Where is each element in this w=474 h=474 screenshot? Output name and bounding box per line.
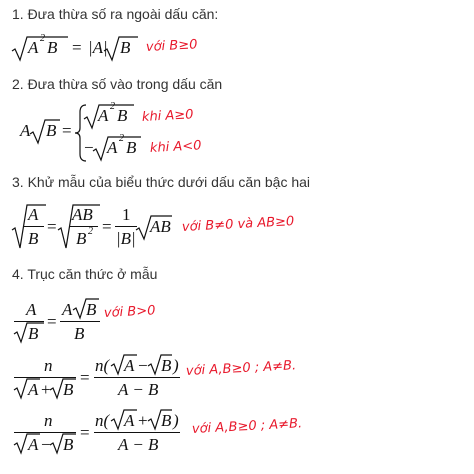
- formula-4c-rhs-B: B: [161, 411, 172, 430]
- formula-4c-numerator: n: [44, 411, 53, 430]
- case-2-minus: −: [84, 138, 94, 157]
- formula-1-A: A: [28, 38, 39, 57]
- formula-4c-den-op: −: [41, 435, 51, 454]
- formula-4c-den-A: A: [28, 435, 39, 454]
- formula-4b-rhs-A: A: [124, 356, 135, 375]
- case-2-A: A: [107, 138, 118, 157]
- section-2-heading: 2. Đưa thừa số vào trong dấu căn: [12, 76, 223, 92]
- case-2-exp: 2: [119, 133, 124, 144]
- fraction-bar: [94, 377, 180, 378]
- formula-4c-rhs-op: +: [138, 411, 148, 430]
- formula-4b-equals: =: [80, 368, 90, 387]
- formula-2-equals: =: [62, 121, 72, 140]
- case-1-exp: 2: [110, 101, 115, 112]
- formula-1-B: B: [47, 38, 58, 57]
- formula-4b-rhs-close: ): [173, 356, 179, 375]
- formula-4a-condition: với B>0: [103, 303, 156, 321]
- formula-4a-rhs-B: B: [86, 300, 97, 319]
- formula-4a-denominator: B: [28, 324, 39, 343]
- formula-4b-den-B: B: [63, 380, 74, 399]
- fraction-3-denominator: |B|: [116, 229, 136, 248]
- formula-1-exp: 2: [40, 33, 45, 44]
- formula-4b-numerator: n: [44, 356, 53, 375]
- fraction-2-numerator: AB: [72, 205, 93, 224]
- case-1-A: A: [98, 106, 109, 125]
- case-1-B: B: [117, 106, 128, 125]
- fraction-2-denominator-B: B: [76, 229, 87, 248]
- formula-4b-rhs-B: B: [161, 356, 172, 375]
- formula-4a-rhs-den: B: [74, 324, 85, 343]
- formula-2-B: B: [46, 121, 57, 140]
- formula-4b-rhs-n: n(: [95, 356, 110, 375]
- formula-1-condition: với B≥0: [145, 37, 198, 55]
- fraction-1-numerator: A: [28, 205, 39, 224]
- section-4-heading: 4. Trục căn thức ở mẫu: [12, 266, 158, 282]
- formula-4b-rhs-den: A − B: [118, 380, 159, 399]
- formula-1-rhs-B: B: [120, 38, 131, 57]
- fraction-bar: [24, 226, 44, 227]
- section-3-heading: 3. Khử mẫu của biểu thức dưới dấu căn bậc hai: [12, 174, 311, 190]
- formula-1-equals: =: [72, 38, 82, 57]
- formula-3-condition: với B≠0 và AB≥0: [181, 214, 295, 235]
- formula-4b-den-op: +: [41, 380, 51, 399]
- formula-4c-den-B: B: [63, 435, 74, 454]
- formula-2-A: A: [20, 121, 31, 140]
- fraction-3-numerator: 1: [122, 205, 131, 224]
- formula-1-abs-A: |A|: [88, 38, 108, 57]
- formula-4c-condition: với A,B≥0 ; A≠B.: [191, 416, 303, 437]
- formula-4c-rhs-A: A: [124, 411, 135, 430]
- formula-3-equals-2: =: [102, 217, 112, 236]
- formula-4a-numerator: A: [26, 300, 37, 319]
- formula-4c-rhs-n: n(: [95, 411, 110, 430]
- formula-4b-den-A: A: [28, 380, 39, 399]
- fraction-1-denominator: B: [28, 229, 39, 248]
- case-2-condition: khi A<0: [149, 138, 202, 156]
- fraction-bar: [60, 321, 100, 322]
- formula-4c-rhs-close: ): [173, 411, 179, 430]
- formula-4a-equals: =: [47, 312, 57, 331]
- formula-3-equals-1: =: [47, 217, 57, 236]
- fraction-bar: [115, 226, 137, 227]
- formula-4c-rhs-den: A − B: [118, 435, 159, 454]
- case-1-condition: khi A≥0: [141, 107, 194, 125]
- formula-4c-equals: =: [80, 423, 90, 442]
- formula-3-tail: AB: [150, 217, 171, 236]
- formula-4b-condition: với A,B≥0 ; A≠B.: [185, 358, 297, 379]
- formula-4b-rhs-op: −: [138, 356, 148, 375]
- fraction-bar: [70, 226, 98, 227]
- fraction-2-denominator-exp: 2: [88, 226, 93, 237]
- section-1-heading: 1. Đưa thừa số ra ngoài dấu căn:: [12, 6, 219, 22]
- formula-4a-rhs-A: A: [62, 300, 73, 319]
- case-2-B: B: [126, 138, 137, 157]
- fraction-bar: [94, 432, 180, 433]
